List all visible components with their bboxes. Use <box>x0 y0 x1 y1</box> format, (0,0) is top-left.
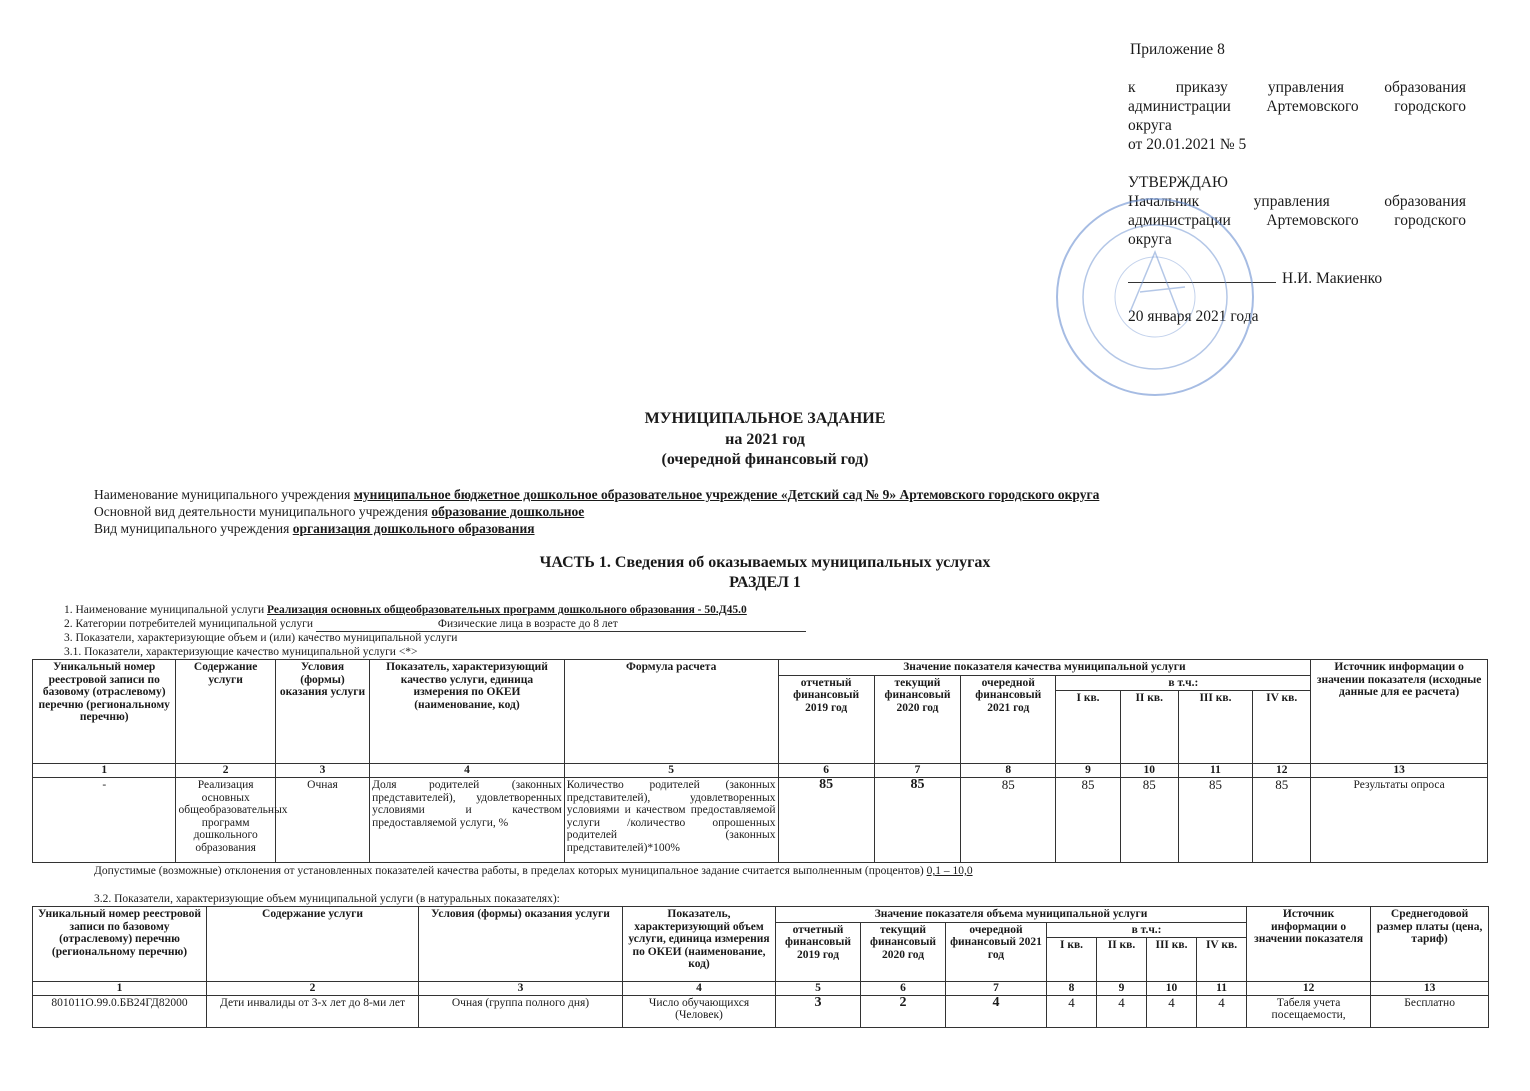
col-registry-number: Уникальный номер реестровой записи по базовому (отраслевому) перечню (региональному перечню) <box>33 660 176 764</box>
document-subtitle: (очередной финансовый год) <box>661 451 869 468</box>
signer-name: Н.И. Макиенко <box>1282 270 1383 287</box>
appendix-title: Приложение 8 <box>1130 41 1225 58</box>
institution-activity-value: образование дошкольное <box>431 504 585 519</box>
section-title: РАЗДЕЛ 1 <box>729 574 801 591</box>
cell-content: Дети инвалиды от 3-х лет до 8-ми лет <box>207 995 419 1027</box>
col-number: 10 <box>1120 764 1178 778</box>
col-q1: I кв. <box>1047 938 1097 982</box>
cell-registry: - <box>33 778 176 863</box>
service-quality: 3.1. Показатели, характеризующие качество муниципальной услуги <*> <box>64 646 418 658</box>
cell-q3: 85 <box>1178 778 1252 863</box>
deviation-line <box>94 865 973 878</box>
cell-2019: 85 <box>778 778 874 863</box>
service-name-label: 1. Наименование муниципальной услуги <box>64 604 265 616</box>
table-row <box>33 778 1488 863</box>
col-number: 4 <box>623 982 776 996</box>
document-year: на 2021 год <box>725 431 805 448</box>
head-line-1: Начальник управления образования <box>1128 193 1466 210</box>
col-number: 2 <box>176 764 275 778</box>
document-title: МУНИЦИПАЛЬНОЕ ЗАДАНИЕ <box>644 410 886 427</box>
col-including: в т.ч.: <box>1047 922 1247 938</box>
cell-2020: 85 <box>874 778 960 863</box>
cell-fee: Бесплатно <box>1371 995 1489 1027</box>
col-number: 5 <box>776 982 861 996</box>
cell-registry: 801011О.99.0.БВ24ГД82000 <box>33 995 207 1027</box>
col-number: 7 <box>874 764 960 778</box>
col-number: 10 <box>1147 982 1197 996</box>
col-quality-value: Значение показателя качества муниципальной услуги <box>778 660 1311 676</box>
col-registry-number: Уникальный номер реестровой записи по базовому (отраслевому) перечню (региональному перечню) <box>33 907 207 982</box>
col-conditions: Условия (формы) оказания услуги <box>275 660 369 764</box>
col-number: 11 <box>1197 982 1247 996</box>
sign-date: 20 января 2021 года <box>1128 308 1259 325</box>
cell-2021: 4 <box>946 995 1047 1027</box>
cell-source: Табеля учета посещаемости, <box>1247 995 1371 1027</box>
cell-source: Результаты опроса <box>1311 778 1488 863</box>
service-consumers-value: Физические лица в возрасте до 8 лет <box>316 618 806 632</box>
col-number: 6 <box>861 982 946 996</box>
col-q1: I кв. <box>1056 691 1120 764</box>
col-2021: очередной финансовый 2021 год <box>961 675 1056 764</box>
cell-conditions: Очная <box>275 778 369 863</box>
col-formula: Формула расчета <box>564 660 778 764</box>
cell-q4: 85 <box>1253 778 1311 863</box>
col-2020: текущий финансовый 2020 год <box>861 922 946 982</box>
cell-q2: 4 <box>1097 995 1147 1027</box>
approve-label: УТВЕРЖДАЮ <box>1128 174 1228 191</box>
col-q2: II кв. <box>1120 691 1178 764</box>
institution-activity-line <box>94 503 584 520</box>
col-q3: III кв. <box>1147 938 1197 982</box>
col-number: 5 <box>564 764 778 778</box>
col-number: 13 <box>1371 982 1489 996</box>
cell-q4: 4 <box>1197 995 1247 1027</box>
cell-2019: 3 <box>776 995 861 1027</box>
table-row <box>33 995 1489 1027</box>
order-date: от 20.01.2021 № 5 <box>1128 136 1247 153</box>
cell-q2: 85 <box>1120 778 1178 863</box>
table-number-row <box>33 764 1488 778</box>
deviation-label: Допустимые (возможные) отклонения от установленных показателей качества работы, в пределах которых муниципальное задание считается выполненным (процентов) <box>94 865 924 877</box>
col-number: 3 <box>419 982 623 996</box>
col-indicator: Показатель, характеризующий объем услуги, единица измерения по ОКЕИ (наименование, код) <box>623 907 776 982</box>
col-conditions: Условия (формы) оказания услуги <box>419 907 623 982</box>
institution-activity-label: Основной вид деятельности муниципального учреждения <box>94 504 429 519</box>
col-q4: IV кв. <box>1253 691 1311 764</box>
service-consumers-label: 2. Категории потребителей муниципальной услуги <box>64 618 313 630</box>
head-line-3: округа <box>1128 231 1172 248</box>
service-indicators: 3. Показатели, характеризующие объем и (или) качество муниципальной услуги <box>64 632 458 644</box>
institution-name-value: муниципальное бюджетное дошкольное образовательное учреждение «Детский сад № 9» Артемовского городского округа <box>353 487 1100 502</box>
institution-name-label: Наименование муниципального учреждения <box>94 487 351 502</box>
cell-content: Реализация основных общеобразовательных программ дошкольного образования <box>176 778 275 863</box>
service-volume: 3.2. Показатели, характеризующие объем муниципальной услуги (в натуральных показателях): <box>94 893 560 905</box>
col-including: в т.ч.: <box>1056 675 1311 691</box>
table-number-row <box>33 982 1489 996</box>
order-line-3: округа <box>1128 117 1172 134</box>
volume-table <box>32 906 1489 1028</box>
col-number: 8 <box>961 764 1056 778</box>
order-line-2: администрации Артемовского городского <box>1128 98 1466 115</box>
col-service-content: Содержание услуги <box>176 660 275 764</box>
cell-2020: 2 <box>861 995 946 1027</box>
col-number: 9 <box>1056 764 1120 778</box>
quality-table <box>32 659 1488 863</box>
col-number: 2 <box>207 982 419 996</box>
col-number: 1 <box>33 982 207 996</box>
col-volume-value: Значение показателя объема муниципальной услуги <box>776 907 1247 923</box>
seal-stamp-icon <box>1050 192 1260 402</box>
col-2020: текущий финансовый 2020 год <box>874 675 960 764</box>
col-source: Источник информации о значении показателя (исходные данные для ее расчета) <box>1311 660 1488 764</box>
cell-conditions: Очная (группа полного дня) <box>419 995 623 1027</box>
col-number: 8 <box>1047 982 1097 996</box>
col-fee: Среднегодовой размер платы (цена, тариф) <box>1371 907 1489 982</box>
col-number: 3 <box>275 764 369 778</box>
service-consumers-line <box>64 618 806 632</box>
col-number: 6 <box>778 764 874 778</box>
cell-indicator: Число обучающихся (Человек) <box>623 995 776 1027</box>
cell-2021: 85 <box>961 778 1056 863</box>
head-line-2: администрации Артемовского городского <box>1128 212 1466 229</box>
institution-name-line <box>94 486 1099 503</box>
col-2019: отчетный финансовый 2019 год <box>776 922 861 982</box>
institution-type-label: Вид муниципального учреждения <box>94 521 290 536</box>
col-q3: III кв. <box>1178 691 1252 764</box>
service-name-value: Реализация основных общеобразовательных программ дошкольного образования - 50.Д45.0 <box>267 604 747 616</box>
deviation-value: 0,1 – 10,0 <box>926 865 973 877</box>
order-line-1: к приказу управления образования <box>1128 79 1466 96</box>
cell-q3: 4 <box>1147 995 1197 1027</box>
col-number: 12 <box>1247 982 1371 996</box>
col-number: 12 <box>1253 764 1311 778</box>
col-source: Источник информации о значении показателя <box>1247 907 1371 982</box>
cell-q1: 85 <box>1056 778 1120 863</box>
col-number: 11 <box>1178 764 1252 778</box>
col-number: 13 <box>1311 764 1488 778</box>
col-service-content: Содержание услуги <box>207 907 419 982</box>
cell-q1: 4 <box>1047 995 1097 1027</box>
part-title: ЧАСТЬ 1. Сведения об оказываемых муниципальных услугах <box>539 554 991 571</box>
col-number: 4 <box>370 764 565 778</box>
col-q2: II кв. <box>1097 938 1147 982</box>
col-number: 9 <box>1097 982 1147 996</box>
service-name-line <box>64 604 747 617</box>
col-2021: очередной финансовый 2021 год <box>946 922 1047 982</box>
col-q4: IV кв. <box>1197 938 1247 982</box>
institution-type-line <box>94 520 535 537</box>
col-number: 1 <box>33 764 176 778</box>
col-number: 7 <box>946 982 1047 996</box>
col-indicator: Показатель, характеризующий качество услуги, единица измерения по ОКЕИ (наименование, код) <box>370 660 565 764</box>
col-2019: отчетный финансовый 2019 год <box>778 675 874 764</box>
cell-formula: Количество родителей (законных представителей), удовлетворенных условиями и качеством предоставляемой услуги /количество опрошенных родителей (законных представителей)*100% <box>564 778 778 863</box>
cell-indicator: Доля родителей (законных представителей), удовлетворенных условиями и качеством предоставляемой услуги, % <box>370 778 565 863</box>
institution-type-value: организация дошкольного образования <box>292 521 535 536</box>
